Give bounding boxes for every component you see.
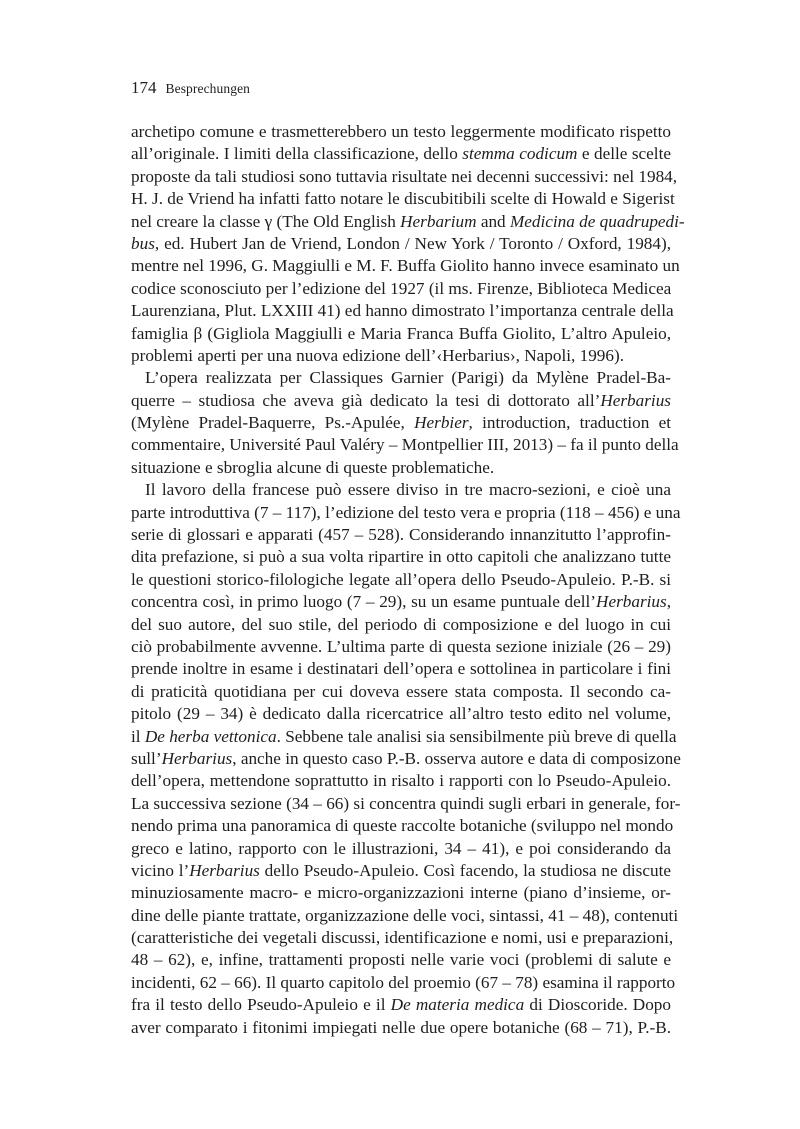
italic-run: Herbier [414, 413, 469, 433]
text-run: . Sebbene tale analisi sia sensibilmente più breve di quella [276, 726, 677, 746]
text-run: serie di glossari e apparati (457 – 528). Considerando innanzitutto l’approfin- [131, 525, 671, 545]
text-run: proposte da tali studiosi sono tuttavia risultate nei decenni successivi: nel 1984, [131, 166, 678, 186]
italic-run: De materia medica [390, 995, 525, 1015]
text-line [131, 770, 671, 792]
text-line [131, 569, 671, 591]
text-line [131, 188, 675, 210]
text-run: famiglia β (Gigliola Maggiulli e Maria Franca Buffa Giolito, L’altro Apuleio, [131, 323, 671, 343]
text-line [131, 233, 671, 255]
text-run: concentra così, in primo luogo (7 – 29), su un esame puntuale dell’ [131, 592, 597, 612]
section-title: Besprechungen [165, 81, 251, 96]
text-run: archetipo comune e trasmetterebbero un testo leggermente modificato rispetto [131, 122, 671, 141]
italic-run: Herbarius [189, 860, 260, 880]
text-line [131, 927, 674, 949]
text-line [131, 255, 680, 277]
text-run: problemi aperti per una nuova edizione dell’‹Herbarius›, Napoli, 1996). [131, 345, 625, 365]
text-run: sull’ [131, 748, 162, 768]
text-run: commentaire, Université Paul Valéry – Montpellier III, 2013) – fa il punto della [131, 435, 679, 455]
text-run: di Dioscoride. Dopo [524, 995, 671, 1015]
text-run: aver comparato i fitonimi impiegati nelle due opere botaniche (68 – 71), P.-B. [131, 1017, 671, 1037]
text-run: 48 – 62), e, infine, trattamenti proposti nelle varie voci (problemi di salute e [131, 950, 671, 970]
text-run: L’opera realizzata per Classiques Garnier (Parigi) da Mylène Pradel-Ba- [145, 368, 671, 388]
text-line [131, 703, 671, 725]
paragraph [131, 121, 685, 367]
paragraph [131, 367, 679, 479]
text-line [131, 345, 671, 367]
italic-run: Herbarius [600, 390, 671, 410]
body-text [131, 121, 685, 1039]
text-run: Laurenziana, Plut. LXXIII 41) ed hanno dimostrato l’importanza centrale della [131, 301, 674, 321]
text-line [131, 121, 671, 143]
text-run: dell’opera, mettendone soprattutto in risalto i rapporti con lo Pseudo-Apuleio. [131, 771, 671, 791]
running-head [131, 78, 671, 98]
text-line [131, 546, 671, 568]
text-run: situazione e sbroglia alcune di queste problematiche. [131, 457, 495, 477]
text-run: greco e latino, rapporto con le illustrazioni, 34 – 41), e poi considerando da [131, 838, 671, 858]
book-page [131, 78, 685, 1039]
text-line [131, 681, 671, 703]
text-line [131, 949, 671, 971]
text-run: dita prefazione, si può a sua volta ripartire in otto capitoli che analizzano tutte [131, 547, 671, 567]
text-line [131, 412, 671, 434]
text-line [131, 591, 671, 613]
text-run: prende inoltre in esame i destinatari dell’opera e sottolinea in particolare i fini [131, 659, 671, 679]
italic-run: Herbarius [161, 748, 233, 768]
text-run: querre – studiosa che aveva già dedicato la tesi di dottorato all’ [131, 390, 601, 410]
text-run: e delle scelte [577, 144, 671, 164]
text-line [131, 300, 674, 322]
text-run: il [131, 726, 145, 746]
italic-run: Medicina de quadrupedi- [509, 211, 685, 231]
text-line [131, 614, 671, 636]
text-run: fra il testo dello Pseudo-Apuleio e il [131, 995, 391, 1015]
text-line [131, 434, 679, 456]
text-line [131, 479, 671, 501]
text-line [131, 972, 676, 994]
text-run: di praticità quotidiana per cui doveva essere stata composta. Il secondo ca- [131, 681, 671, 701]
text-line [131, 658, 671, 680]
text-line [131, 166, 678, 188]
text-run: incidenti, 62 – 66). Il quarto capitolo del proemio (67 – 78) esamina il rapporto [131, 972, 676, 992]
italic-run: De herba vettonica [144, 726, 277, 746]
text-line [131, 882, 671, 904]
text-line [131, 502, 681, 524]
text-line [131, 390, 671, 412]
text-line [131, 211, 685, 233]
text-line [131, 838, 671, 860]
italic-run: Herbarius [596, 592, 667, 612]
paragraph [131, 479, 681, 1039]
text-run: (Mylène Pradel-Baquerre, Ps.-Apulée, [131, 413, 415, 433]
text-line [131, 524, 671, 546]
text-run: minuziosamente macro- e micro-organizzazioni interne (piano d’insieme, or- [131, 883, 671, 903]
text-run: , introduction, traduction et [468, 413, 671, 433]
text-line [131, 143, 671, 165]
italic-run: stemma codicum [462, 144, 578, 164]
text-run: parte introduttiva (7 – 117), l’edizione del testo vera e propria (118 – 456) e una [131, 502, 681, 522]
text-run: and [476, 211, 510, 231]
text-run: , anche in questo caso P.-B. osserva autore e data di composizone [232, 748, 681, 768]
text-run: dine delle piante trattate, organizzazione delle voci, sintassi, 41 – 48), contenuti [131, 905, 679, 925]
text-run: del suo autore, del suo stile, del periodo di composizione e del luogo in cui [131, 614, 671, 634]
text-line [131, 367, 671, 389]
text-run: dello Pseudo-Apuleio. Così facendo, la studiosa ne discute [259, 860, 671, 880]
text-run: , ed. Hubert Jan de Vriend, London / New York / Toronto / Oxford, 1984), [154, 233, 671, 253]
text-line [131, 726, 677, 748]
text-run: vicino l’ [131, 860, 190, 880]
text-run: nendo prima una panoramica di queste raccolte botaniche (sviluppo nel mondo [131, 816, 674, 836]
text-run: H. J. de Vriend ha infatti fatto notare le discubitibili scelte di Howald e Sigerist [131, 189, 675, 209]
text-line [131, 994, 671, 1016]
text-line [131, 457, 671, 479]
italic-run: Herbarium [400, 211, 477, 231]
text-run: all’originale. I limiti della classificazione, dello [131, 144, 463, 164]
text-line [131, 748, 681, 770]
text-run: mentre nel 1996, G. Maggiulli e M. F. Buffa Giolito hanno invece esaminato un [131, 256, 680, 276]
text-run: codice sconosciuto per l’edizione del 1927 (il ms. Firenze, Biblioteca Medicea [131, 278, 672, 298]
text-run: ciò probabilmente avvenne. L’ultima parte di questa sezione iniziale (26 – 29) [131, 636, 671, 656]
text-line [131, 905, 679, 927]
italic-run: bus [131, 233, 155, 253]
text-line [131, 815, 674, 837]
text-line [131, 860, 671, 882]
text-line [131, 793, 681, 815]
text-line [131, 278, 671, 300]
text-run: le questioni storico-filologiche legate all’opera dello Pseudo-Apuleio. P.-B. si [131, 569, 671, 589]
page-number: 174 [131, 78, 157, 97]
text-run: pitolo (29 – 34) è dedicato dalla ricercatrice all’altro testo edito nel volume, [131, 704, 671, 724]
text-run: (caratteristiche dei vegetali discussi, identificazione e nomi, usi e preparazioni, [131, 928, 674, 948]
text-run: nel creare la classe γ (The Old English [131, 211, 401, 231]
text-run: Il lavoro della francese può essere diviso in tre macro-sezioni, e cioè una [145, 480, 671, 500]
text-run: , [666, 592, 671, 612]
text-line [131, 323, 671, 345]
text-line [131, 636, 671, 658]
text-run: La successiva sezione (34 – 66) si concentra quindi sugli erbari in generale, for- [131, 793, 681, 813]
text-line [131, 1017, 671, 1039]
